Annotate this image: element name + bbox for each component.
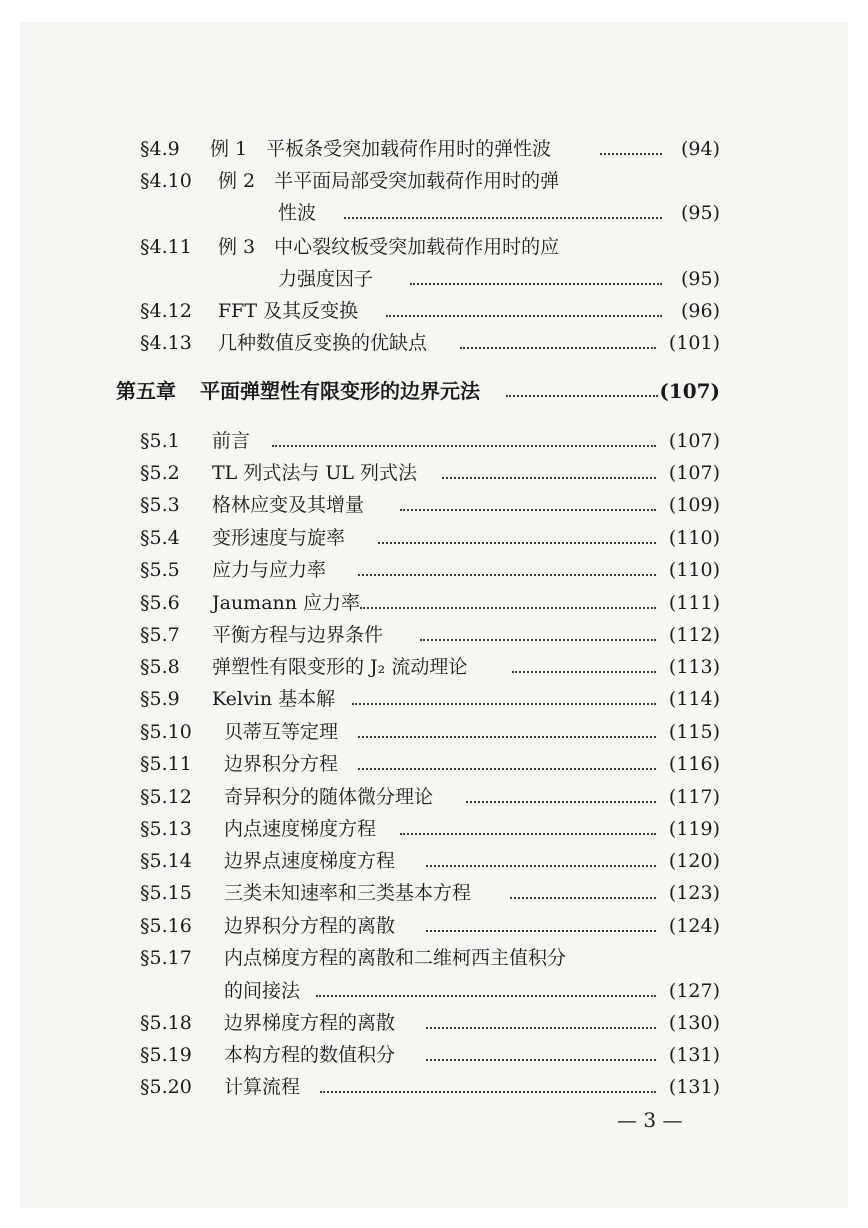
dot-leader [426, 1027, 656, 1029]
section-number: §5.14 [140, 850, 192, 872]
dot-leader [386, 315, 662, 317]
section-title: Kelvin 基本解 [212, 688, 336, 710]
section-title: 内点梯度方程的离散和二维柯西主值积分 [224, 947, 567, 969]
toc-entry [0, 749, 868, 779]
section-title: 弹塑性有限变形的 J₂ 流动理论 [212, 656, 468, 678]
section-title: 三类未知速率和三类基本方程 [224, 882, 472, 904]
section-number: §5.12 [140, 786, 192, 808]
toc-entry [0, 717, 868, 747]
section-number: §4.10 [140, 170, 192, 192]
dot-leader [426, 1059, 656, 1061]
section-number: §5.20 [140, 1076, 192, 1098]
toc-entry [0, 911, 868, 941]
dot-leader [400, 833, 656, 835]
dot-leader [344, 217, 662, 219]
section-title: 例 3 中心裂纹板受突加载荷作用时的应 [218, 236, 560, 258]
toc-entry-continuation [0, 976, 868, 1006]
section-number: §5.11 [140, 753, 192, 775]
page-reference: (94) [680, 138, 720, 160]
page-reference: (114) [668, 688, 720, 710]
page-reference: (113) [668, 656, 720, 678]
section-number: §5.1 [140, 430, 180, 452]
section-number: §5.4 [140, 527, 180, 549]
section-title: 例 2 半平面局部受突加载荷作用时的弹 [218, 170, 560, 192]
page-reference: (109) [668, 494, 720, 516]
section-title: 贝蒂互等定理 [224, 721, 339, 743]
dot-leader [442, 477, 656, 479]
section-title: 平衡方程与边界条件 [212, 624, 384, 646]
section-title: 前言 [212, 430, 251, 452]
section-title-continuation: 力强度因子 [278, 268, 374, 290]
page-reference: (96) [680, 300, 720, 322]
dot-leader [320, 1091, 656, 1093]
dot-leader [378, 542, 656, 544]
page-reference: (131) [668, 1044, 720, 1066]
section-title: 计算流程 [224, 1076, 301, 1098]
section-number: §5.17 [140, 947, 192, 969]
section-number: §5.6 [140, 592, 180, 614]
toc-entry [0, 166, 868, 196]
dot-leader [426, 865, 656, 867]
section-number: §5.16 [140, 915, 192, 937]
section-number: §4.9 [140, 138, 180, 160]
toc-entry [0, 814, 868, 844]
toc-entry [0, 296, 868, 326]
dot-leader [358, 736, 656, 738]
dot-leader [466, 801, 656, 803]
toc-entry [0, 232, 868, 262]
dot-leader [272, 445, 656, 447]
toc-entry [0, 620, 868, 650]
page-reference: (112) [668, 624, 720, 646]
page-reference: (107) [659, 379, 720, 403]
section-title: 边界积分方程的离散 [224, 915, 396, 937]
dot-leader [512, 671, 656, 673]
dot-leader [358, 768, 656, 770]
section-title: 内点速度梯度方程 [224, 818, 377, 840]
section-title: 奇异积分的随体微分理论 [224, 786, 434, 808]
section-number: §5.13 [140, 818, 192, 840]
page-reference: (123) [668, 882, 720, 904]
toc-entry [0, 458, 868, 488]
section-number: §5.2 [140, 462, 180, 484]
dot-leader [410, 283, 662, 285]
toc-entry [0, 782, 868, 812]
page-reference: (110) [668, 527, 720, 549]
chapter-number: 第五章 [116, 379, 176, 403]
section-number: §4.12 [140, 300, 192, 322]
section-title: 例 1 平板条受突加载荷作用时的弹性波 [210, 138, 552, 160]
dot-leader [510, 897, 656, 899]
section-number: §5.15 [140, 882, 192, 904]
dot-leader [426, 930, 656, 932]
toc-entry [0, 1008, 868, 1038]
page-reference: (117) [668, 786, 720, 808]
toc-entry [0, 684, 868, 714]
section-title: 边界积分方程 [224, 753, 339, 775]
page-reference: (127) [668, 980, 720, 1002]
dot-leader [400, 509, 656, 511]
toc-entry [0, 878, 868, 908]
page-reference: (120) [668, 850, 720, 872]
toc-chapter-entry [0, 376, 868, 406]
toc-entry [0, 328, 868, 358]
section-title: 边界梯度方程的离散 [224, 1012, 396, 1034]
page-number: — 3 — [617, 1108, 683, 1132]
dot-leader [316, 995, 656, 997]
toc-entry [0, 1040, 868, 1070]
section-number: §5.3 [140, 494, 180, 516]
section-number: §5.10 [140, 721, 192, 743]
toc-entry [0, 1072, 868, 1102]
section-number: §5.5 [140, 559, 180, 581]
page-reference: (130) [668, 1012, 720, 1034]
page-reference: (119) [668, 818, 720, 840]
section-title-continuation: 性波 [278, 202, 317, 224]
toc-entry [0, 943, 868, 973]
section-title: 几种数值反变换的优缺点 [218, 332, 428, 354]
page-reference: (95) [680, 202, 720, 224]
section-number: §5.9 [140, 688, 180, 710]
toc-entry [0, 555, 868, 585]
toc-entry [0, 652, 868, 682]
dot-leader [360, 607, 656, 609]
section-title: Jaumann 应力率 [212, 592, 361, 614]
page-reference: (111) [668, 592, 720, 614]
page-reference: (110) [668, 559, 720, 581]
section-title-continuation: 的间接法 [224, 980, 301, 1002]
toc-entry [0, 846, 868, 876]
section-title: 变形速度与旋率 [212, 527, 346, 549]
page-reference: (95) [680, 268, 720, 290]
section-number: §5.18 [140, 1012, 192, 1034]
page-reference: (131) [668, 1076, 720, 1098]
toc-entry-continuation [0, 264, 868, 294]
dot-leader [460, 347, 656, 349]
toc-entry [0, 490, 868, 520]
toc-entry-continuation [0, 198, 868, 228]
section-number: §5.8 [140, 656, 180, 678]
dot-leader [358, 574, 656, 576]
dot-leader [352, 703, 656, 705]
toc-entry [0, 426, 868, 456]
section-title: 边界点速度梯度方程 [224, 850, 396, 872]
toc-entry [0, 523, 868, 553]
toc-entry [0, 134, 868, 164]
section-title: TL 列式法与 UL 列式法 [212, 462, 418, 484]
section-title: 本构方程的数值积分 [224, 1044, 396, 1066]
dot-leader [420, 639, 656, 641]
page-reference: (124) [668, 915, 720, 937]
dot-leader [506, 395, 658, 397]
page-reference: (107) [668, 430, 720, 452]
section-title: 格林应变及其增量 [212, 494, 365, 516]
page-reference: (116) [668, 753, 720, 775]
toc-entry [0, 588, 868, 618]
section-number: §5.7 [140, 624, 180, 646]
page-reference: (107) [668, 462, 720, 484]
section-number: §4.13 [140, 332, 192, 354]
section-title: FFT 及其反变换 [218, 300, 359, 322]
section-number: §4.11 [140, 236, 192, 258]
page-reference: (101) [668, 332, 720, 354]
dot-leader [600, 153, 662, 155]
page-reference: (115) [668, 721, 720, 743]
section-title: 应力与应力率 [212, 559, 327, 581]
section-number: §5.19 [140, 1044, 192, 1066]
chapter-title: 平面弹塑性有限变形的边界元法 [200, 379, 480, 403]
